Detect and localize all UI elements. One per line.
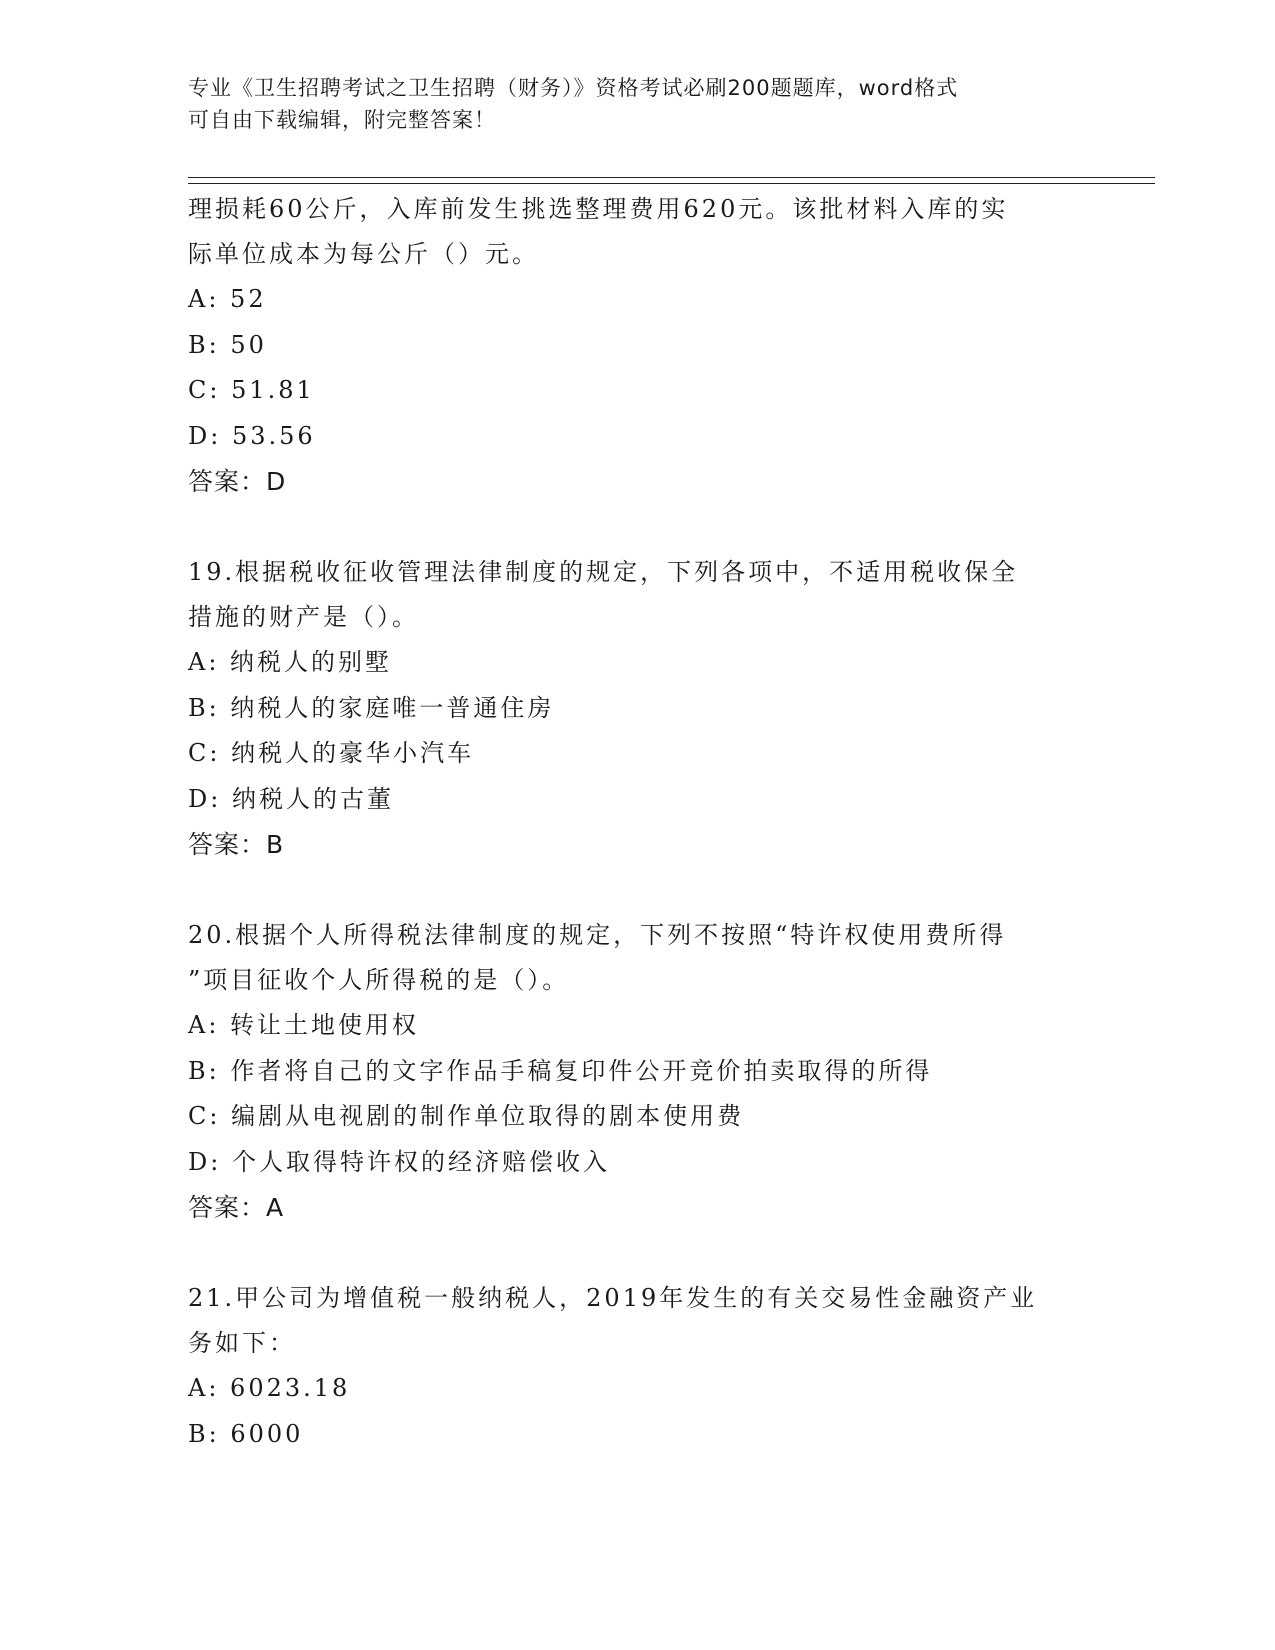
option-d: D: 53.56 [188,421,316,450]
option-d: D: 纳税人的古董 [188,784,394,813]
question-stem [188,550,1088,640]
question-stem [188,1276,1088,1366]
question-19 [188,550,1088,868]
question-stem [188,187,1088,277]
question-20 [188,913,1088,1231]
answer-line: 答案：D [188,467,287,496]
stem-line: ”项目征收个人所得税的是（）。 [188,966,570,994]
option-a: A: 52 [188,285,267,313]
stem-line: 务如下： [188,1329,296,1357]
question-21 [188,1276,1088,1457]
stem-line: 21.甲公司为增值税一般纳税人，2019年发生的有关交易性金融资产业 [188,1284,1038,1312]
stem-line: 措施的财产是（）。 [188,603,419,631]
header-divider [188,177,1155,184]
stem-line: 20.根据个人所得税法律制度的规定，下列不按照“特许权使用费所得 [188,921,1007,949]
document-header [188,72,1088,136]
option-a: A: 转让土地使用权 [188,1011,420,1039]
stem-line: 19.根据税收征收管理法律制度的规定，下列各项中，不适用税收保全 [188,558,1019,586]
option-b: B: 纳税人的家庭唯一普通住房 [188,693,555,722]
option-b: B: 50 [188,330,267,359]
option-c: C: 纳税人的豪华小汽车 [188,739,475,767]
option-b: B: 6000 [188,1419,304,1448]
header-line-2: 可自由下载编辑，附完整答案！ [188,108,496,132]
option-c: C: 51.81 [188,376,315,404]
question-18 [188,187,1088,505]
stem-line: 理损耗60公斤，入库前发生挑选整理费用620元。该批材料入库的实 [188,195,1009,223]
option-a: A: 6023.18 [188,1374,351,1402]
question-list [188,187,1088,1457]
header-line-1: 专业《卫生招聘考试之卫生招聘（财务）》资格考试必刷200题题库，word格式 [188,76,959,100]
answer-line: 答案：B [188,830,285,859]
option-d: D: 个人取得特许权的经济赔偿收入 [188,1147,610,1176]
question-stem [188,913,1088,1003]
answer-line: 答案：A [188,1193,285,1222]
option-c: C: 编剧从电视剧的制作单位取得的剧本使用费 [188,1102,745,1130]
option-a: A: 纳税人的别墅 [188,648,393,676]
option-b: B: 作者将自己的文字作品手稿复印件公开竞价拍卖取得的所得 [188,1056,933,1085]
stem-line: 际单位成本为每公斤（）元。 [188,240,539,268]
